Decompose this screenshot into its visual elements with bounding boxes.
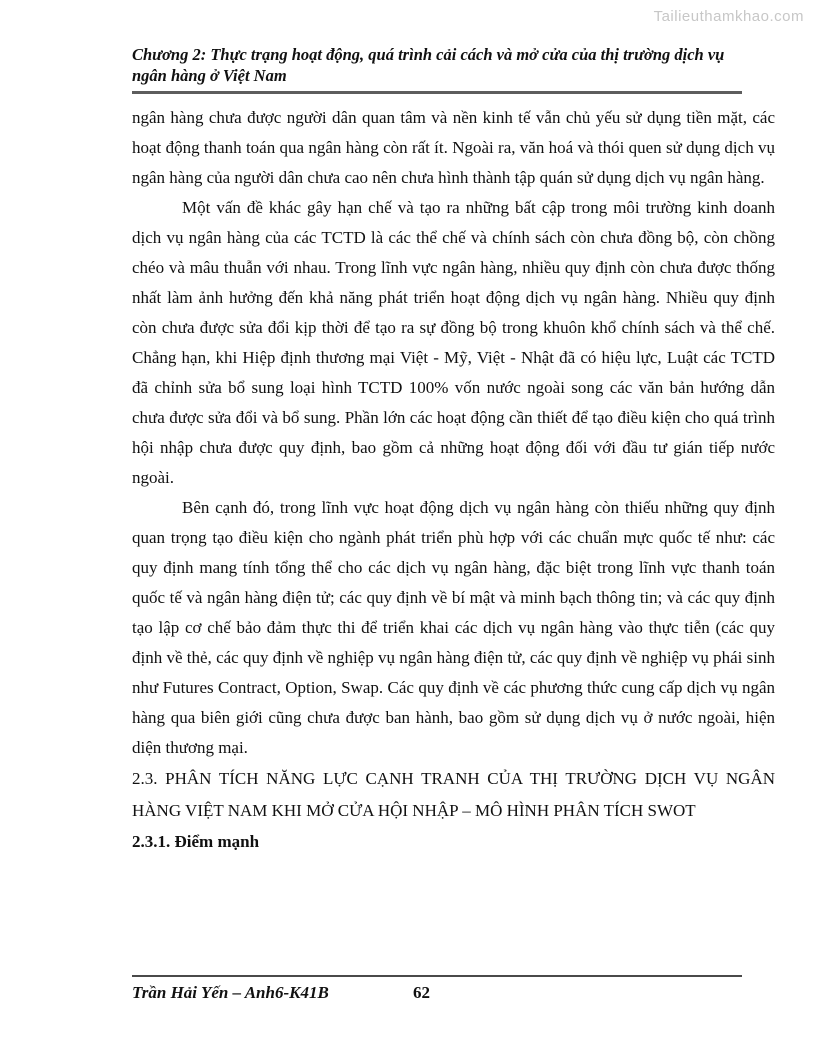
section-heading-2-3: 2.3. PHÂN TÍCH NĂNG LỰC CẠNH TRANH CỦA THỊ TRƯỜNG DỊCH VỤ NGÂN HÀNG VIỆT NAM KHI MỞ CỬA HỘI NHẬP – MÔ HÌNH PHÂN TÍCH SWOT — [132, 769, 775, 820]
paragraph-regulatory-issues: Một vấn đề khác gây hạn chế và tạo ra những bất cập trong môi trường kinh doanh dịch vụ ngân hàng của các TCTD là các thể chế và chính sách còn chưa đồng bộ, còn chồng chéo và mâu thuẫn với nhau. Trong lĩnh vực ngân hàng, nhiều quy định còn chưa được thống nhất làm ảnh hưởng đến khả năng phát triển hoạt động dịch vụ ngân hàng. Nhiều quy định còn chưa được sửa đổi kịp thời để tạo ra sự đồng bộ trong khuôn khổ chính sách và thể chế. Chẳng hạn, khi Hiệp định thương mại Việt - Mỹ, Việt - Nhật đã có hiệu lực, Luật các TCTD đã chỉnh sửa bổ sung loại hình TCTD 100% vốn nước ngoài song các văn bản hướng dẫn chưa được sửa đổi và bổ sung. Phần lớn các hoạt động cần thiết để tạo điều kiện cho quá trình hội nhập chưa được quy định, bao gồm cả những hoạt động đối với đầu tư gián tiếp nước ngoài. — [132, 198, 775, 487]
site-watermark: Tailieuthamkhao.com — [653, 8, 804, 25]
footer-author: Trần Hải Yến – Anh6-K41B — [132, 983, 329, 1002]
footer-row — [132, 983, 742, 1007]
chapter-header — [132, 44, 742, 94]
paragraph-missing-regulations: Bên cạnh đó, trong lĩnh vực hoạt động dịch vụ ngân hàng còn thiếu những quy định quan trọng tạo điều kiện cho ngành phát triển phù hợp với các chuẩn mực quốc tế như: các quy định mang tính tổng thể cho các dịch vụ ngân hàng, đặc biệt trong lĩnh vực thanh toán quốc tế và ngân hàng điện tử; các quy định về bí mật và minh bạch thông tin; và các quy định tạo lập cơ chế bảo đảm thực thi để triển khai các dịch vụ ngân hàng vào thực tiễn (các quy định về thẻ, các quy định về nghiệp vụ ngân hàng điện tử, các quy định về nghiệp vụ phái sinh như Futures Contract, Option, Swap. Các quy định về các phương thức cung cấp dịch vụ ngân hàng qua biên giới cũng chưa được ban hành, bao gồm sử dụng dịch vụ ở nước ngoài, hiện diện thương mại. — [132, 498, 775, 757]
paragraph-continuation: ngân hàng chưa được người dân quan tâm và nền kinh tế vẫn chủ yếu sử dụng tiền mặt, các hoạt động thanh toán qua ngân hàng còn rất ít. Ngoài ra, văn hoá và thói quen sử dụng dịch vụ ngân hàng của người dân chưa cao nên chưa hình thành tập quán sử dụng dịch vụ ngân hàng. — [132, 108, 775, 187]
document-body — [132, 103, 775, 857]
subsection-heading-2-3-1: 2.3.1. Điểm mạnh — [132, 832, 260, 851]
page-footer — [132, 975, 742, 1007]
footer-page-number: 62 — [413, 983, 430, 1002]
chapter-header-line1: Chương 2: Thực trạng hoạt động, quá trình cải cách và mở cửa của thị trường dịch vụ — [132, 45, 725, 64]
chapter-header-line2: ngân hàng ở Việt Nam — [132, 66, 287, 85]
